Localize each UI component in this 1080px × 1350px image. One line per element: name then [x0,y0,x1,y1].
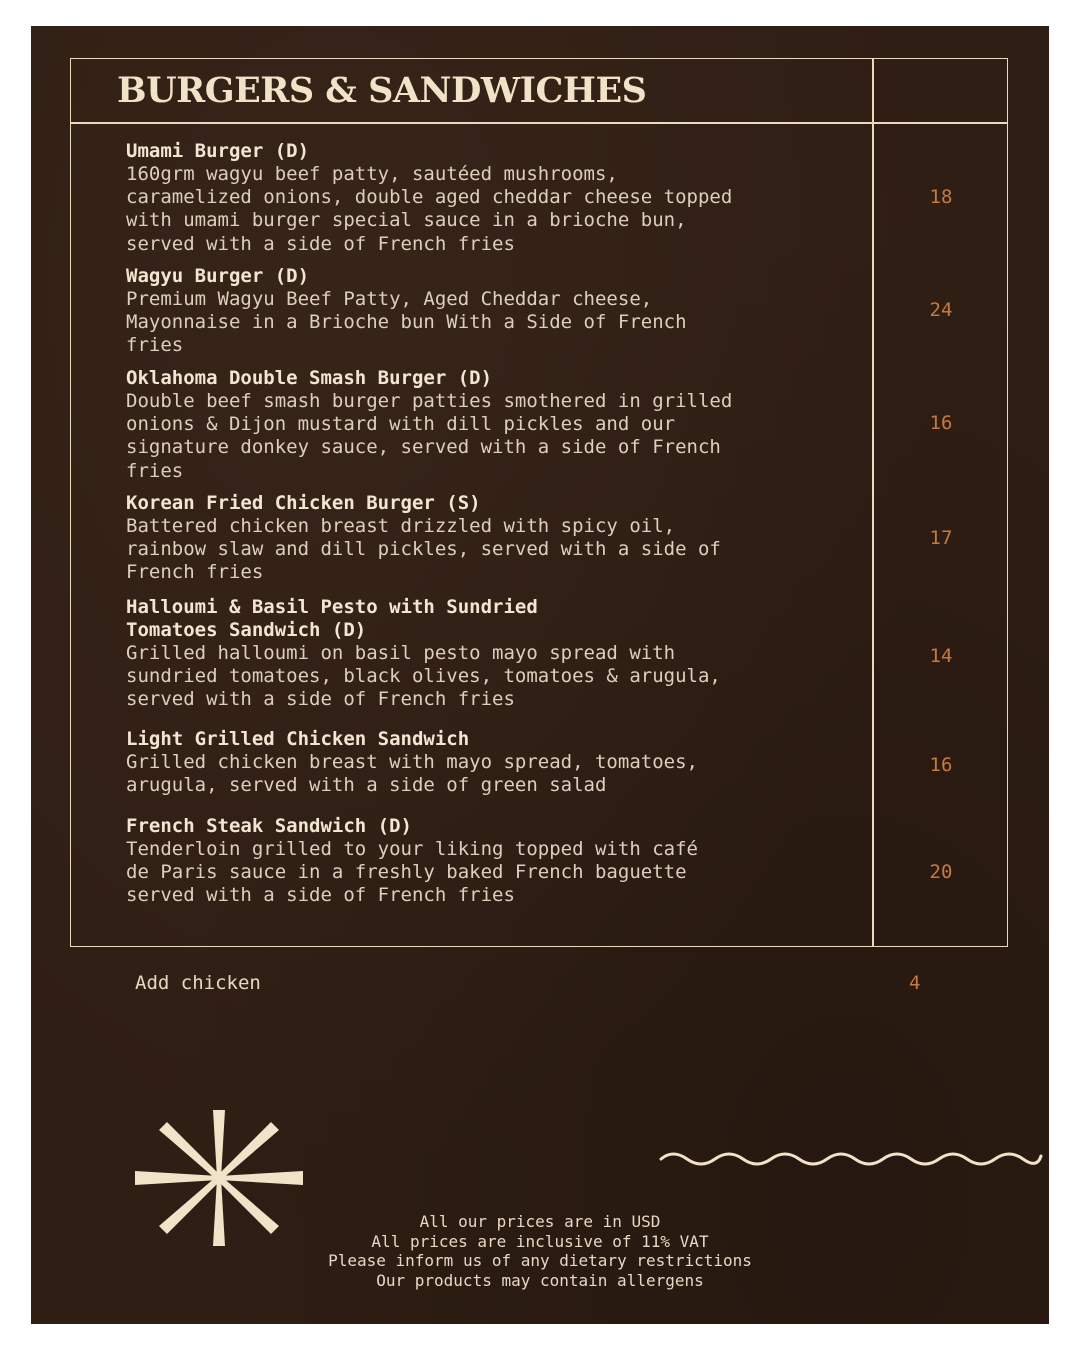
item-name: Korean Fried Chicken Burger (S) [126,492,481,514]
wave-ornament-icon [659,1148,1043,1170]
item-description: Grilled chicken breast with mayo spread, tomatoes, arugula, served with a side of green salad [126,751,698,797]
menu-item [126,596,872,712]
item-name: Umami Burger (D) [126,140,310,162]
menu-item [126,815,872,908]
section-title: BURGERS & SANDWICHES [117,70,647,111]
item-name: Halloumi & Basil Pesto with Sundried Tomatoes Sandwich (D) [126,596,538,641]
menu-item [126,492,872,585]
footer-line: Please inform us of any dietary restrictions [328,1251,752,1270]
footer-line: All our prices are in USD [419,1212,661,1231]
item-price: 24 [929,299,953,321]
menu-item [126,265,872,358]
item-price: 20 [929,861,953,883]
item-name: Oklahoma Double Smash Burger (D) [126,367,493,389]
item-description: Tenderloin grilled to your liking topped with café de Paris sauce in a freshly baked French baguette served with a side of French fries [126,838,698,907]
item-description: Double beef smash burger patties smothered in grilled onions & Dijon mustard with dill pickles and our signature donkey sauce, served with a side of French fries [126,390,733,482]
item-price: 16 [929,412,953,434]
item-price: 16 [929,754,953,776]
item-price: 17 [929,527,953,549]
footer-line: All prices are inclusive of 11% VAT [371,1231,709,1251]
item-description: Grilled halloumi on basil pesto mayo spread with sundried tomatoes, black olives, tomatoes & arugula, served with a side of French fries [126,642,721,711]
item-name: Wagyu Burger (D) [126,265,310,287]
menu-item [126,728,872,797]
price-column-divider [872,58,874,947]
footer-line: Our products may contain allergens [376,1270,704,1290]
item-description: 160grm wagyu beef patty, sautéed mushrooms, caramelized onions, double aged cheddar cheese topped with umami burger special sauce in a brioche bun, served with a side of French fries [126,163,733,255]
menu-item [126,367,872,483]
item-price: 18 [929,186,953,208]
item-name: Light Grilled Chicken Sandwich [126,728,470,750]
addon-label: Add chicken [135,972,261,994]
menu-page [31,26,1049,1324]
footer-notes [240,1212,840,1290]
addon-price: 4 [909,972,921,994]
menu-item [126,140,872,256]
item-description: Premium Wagyu Beef Patty, Aged Cheddar cheese, Mayonnaise in a Brioche bun With a Side of French fries [126,288,687,357]
item-description: Battered chicken breast drizzled with spicy oil, rainbow slaw and dill pickles, served with a side of French fries [126,515,721,584]
title-divider [70,122,1008,124]
item-price: 14 [929,645,953,667]
item-name: French Steak Sandwich (D) [126,815,412,837]
